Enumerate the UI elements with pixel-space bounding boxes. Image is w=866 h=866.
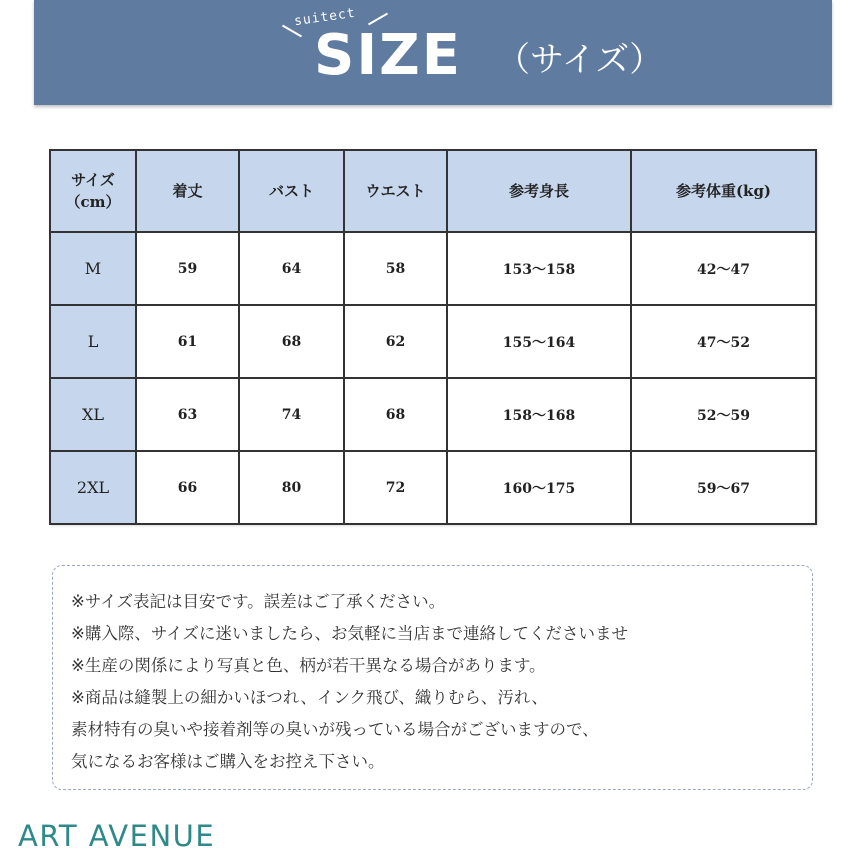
- size-table-container: [49, 149, 815, 523]
- table-cell: 160〜175: [447, 451, 631, 524]
- note-line: ※購入際、サイズに迷いましたら、お気軽に当店まで連絡してくださいませ: [71, 624, 629, 643]
- notes-box: [52, 565, 813, 790]
- note-line: ※生産の関係により写真と色、柄が若干異なる場合があります。: [71, 656, 546, 675]
- table-cell: 153〜158: [447, 232, 631, 305]
- header-size-line2: （cm）: [65, 193, 121, 211]
- banner-subtitle: （サイズ）: [496, 40, 664, 80]
- table-cell: 58: [344, 232, 447, 305]
- table-row: [50, 451, 816, 524]
- table-cell: 68: [239, 305, 344, 378]
- size-label-cell: M: [50, 232, 136, 305]
- header-cell-bust: バスト: [239, 150, 344, 232]
- header-cell-length: 着丈: [136, 150, 239, 232]
- table-cell: 80: [239, 451, 344, 524]
- notes-list: [71, 586, 628, 778]
- table-cell: 155〜164: [447, 305, 631, 378]
- header-cell-weight: 参考体重(kg): [631, 150, 816, 232]
- note-line: 気になるお客様はご購入をお控え下さい。: [71, 752, 385, 771]
- table-cell: 66: [136, 451, 239, 524]
- table-cell: 59: [136, 232, 239, 305]
- brand-logo-text: ART AVENUE: [18, 819, 216, 853]
- size-table: [49, 149, 817, 525]
- table-cell: 47〜52: [631, 305, 816, 378]
- table-cell: 62: [344, 305, 447, 378]
- header-cell-waist: ウエスト: [344, 150, 447, 232]
- table-row: [50, 232, 816, 305]
- banner-small-text: suitect: [293, 5, 357, 30]
- size-label-cell: XL: [50, 378, 136, 451]
- table-cell: 72: [344, 451, 447, 524]
- table-row: [50, 305, 816, 378]
- table-cell: 158〜168: [447, 378, 631, 451]
- table-header-row: [50, 150, 816, 232]
- table-cell: 68: [344, 378, 447, 451]
- size-label-cell: L: [50, 305, 136, 378]
- table-cell: 74: [239, 378, 344, 451]
- banner-title: SIZE: [314, 23, 463, 88]
- table-cell: 63: [136, 378, 239, 451]
- header-cell-height: 参考身長: [447, 150, 631, 232]
- table-cell: 52〜59: [631, 378, 816, 451]
- table-cell: 64: [239, 232, 344, 305]
- table-cell: 42〜47: [631, 232, 816, 305]
- table-cell: 61: [136, 305, 239, 378]
- table-cell: 59〜67: [631, 451, 816, 524]
- header-cell-size: [50, 150, 136, 232]
- header-banner: [34, 0, 832, 105]
- table-row: [50, 378, 816, 451]
- note-line: ※商品は縫製上の細かいほつれ、インク飛び、織りむら、汚れ、: [71, 688, 548, 707]
- note-line: 素材特有の臭いや接着剤等の臭いが残っている場合がございますので、: [71, 720, 599, 739]
- header-size-line1: サイズ: [71, 171, 115, 189]
- note-line: ※サイズ表記は目安です。誤差はご了承ください。: [71, 592, 446, 611]
- size-label-cell: 2XL: [50, 451, 136, 524]
